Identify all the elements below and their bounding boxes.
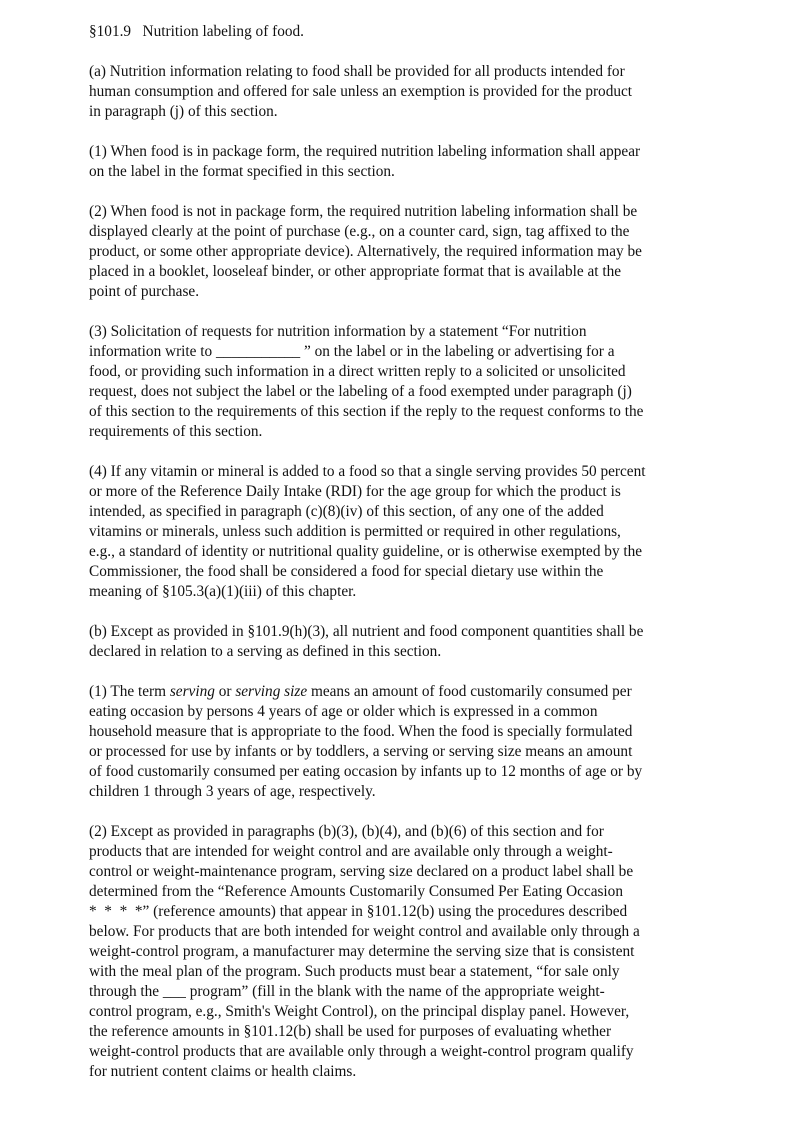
paragraph-a (89, 62, 709, 122)
defined-term-serving-size: serving size (235, 683, 308, 700)
text-line: on the label in the format specified in this section. (89, 163, 395, 180)
text-line: of this section to the requirements of this section if the reply to the request conforms to the (89, 403, 644, 420)
paragraph-a2 (89, 202, 709, 302)
text-line: control or weight-maintenance program, serving size declared on a product label shall be (89, 863, 634, 880)
text-line: displayed clearly at the point of purchase (e.g., on a counter card, sign, tag affixed to the (89, 223, 630, 240)
text-line: * * * *” (reference amounts) that appear in §101.12(b) using the procedures described (89, 903, 628, 920)
defined-term-serving: serving (169, 683, 215, 700)
text-line: or processed for use by infants or by toddlers, a serving or serving size means an amount (89, 743, 633, 760)
text-line: (2) When food is not in package form, the required nutrition labeling information shall be (89, 203, 638, 220)
text-line: requirements of this section. (89, 423, 263, 440)
text-line: information write to ___________ ” on the label or in the labeling or advertising for a (89, 343, 615, 360)
text-line: household measure that is appropriate to the food. When the food is specially formulated (89, 723, 633, 740)
text-line: products that are intended for weight control and are available only through a weight- (89, 843, 613, 860)
text-line: vitamins or minerals, unless such addition is permitted or required in other regulations, (89, 523, 621, 540)
text-line: food, or providing such information in a direct written reply to a solicited or unsolicited (89, 363, 626, 380)
text-fragment: (1) The term (89, 683, 170, 700)
text-line: children 1 through 3 years of age, respectively. (89, 783, 376, 800)
paragraph-a3 (89, 322, 709, 442)
text-line: in paragraph (j) of this section. (89, 103, 278, 120)
text-line: declared in relation to a serving as defined in this section. (89, 643, 442, 660)
text-line: (2) Except as provided in paragraphs (b)(3), (b)(4), and (b)(6) of this section and for (89, 823, 604, 840)
document-page (89, 22, 709, 1102)
text-fragment: or (214, 683, 236, 700)
text-line: (1) When food is in package form, the required nutrition labeling information shall appear (89, 143, 641, 160)
text-line: (a) Nutrition information relating to food shall be provided for all products intended for (89, 63, 625, 80)
text-line: eating occasion by persons 4 years of age or older which is expressed in a common (89, 703, 598, 720)
paragraph-b1 (89, 682, 709, 802)
text-line: human consumption and offered for sale unless an exemption is provided for the product (89, 83, 633, 100)
text-line: with the meal plan of the program. Such products must bear a statement, “for sale only (89, 963, 620, 980)
text-fragment: means an amount of food customarily consumed per (307, 683, 632, 700)
text-line: below. For products that are both intended for weight control and available only through a (89, 923, 640, 940)
text-line: e.g., a standard of identity or nutritional quality guideline, or is otherwise exempted by the (89, 543, 643, 560)
text-line: weight-control products that are available only through a weight-control program qualify (89, 1043, 634, 1060)
text-line: or more of the Reference Daily Intake (RDI) for the age group for which the product is (89, 483, 621, 500)
paragraph-a1 (89, 142, 709, 182)
text-line: through the ___ program” (fill in the blank with the name of the appropriate weight- (89, 983, 605, 1000)
text-line: request, does not subject the label or the labeling of a food exempted under paragraph (j) (89, 383, 632, 400)
text-line: product, or some other appropriate device). Alternatively, the required information may be (89, 243, 642, 260)
text-line: weight-control program, a manufacturer may determine the serving size that is consistent (89, 943, 635, 960)
text-line: control program, e.g., Smith's Weight Control), on the principal display panel. However, (89, 1003, 630, 1020)
paragraph-b2 (89, 822, 709, 1082)
text-line: (4) If any vitamin or mineral is added to a food so that a single serving provides 50 percent (89, 463, 646, 480)
paragraph-a4 (89, 462, 709, 602)
text-line: point of purchase. (89, 283, 200, 300)
text-line: of food customarily consumed per eating occasion by infants up to 12 months of age or by (89, 763, 643, 780)
paragraph-b (89, 622, 709, 662)
text-line: placed in a booklet, looseleaf binder, or other appropriate format that is available at the (89, 263, 622, 280)
text-line: meaning of §105.3(a)(1)(iii) of this chapter. (89, 583, 357, 600)
text-line: (b) Except as provided in §101.9(h)(3), all nutrient and food component quantities shall be (89, 623, 644, 640)
text-line: determined from the “Reference Amounts Customarily Consumed Per Eating Occasion (89, 883, 623, 900)
text-line: for nutrient content claims or health claims. (89, 1063, 357, 1080)
section-title: §101.9 Nutrition labeling of food. (89, 23, 304, 40)
text-line (89, 682, 709, 702)
text-line: Commissioner, the food shall be considered a food for special dietary use within the (89, 563, 604, 580)
text-line: intended, as specified in paragraph (c)(8)(iv) of this section, of any one of the added (89, 503, 604, 520)
text-line: (3) Solicitation of requests for nutrition information by a statement “For nutrition (89, 323, 587, 340)
text-line: the reference amounts in §101.12(b) shall be used for purposes of evaluating whether (89, 1023, 612, 1040)
